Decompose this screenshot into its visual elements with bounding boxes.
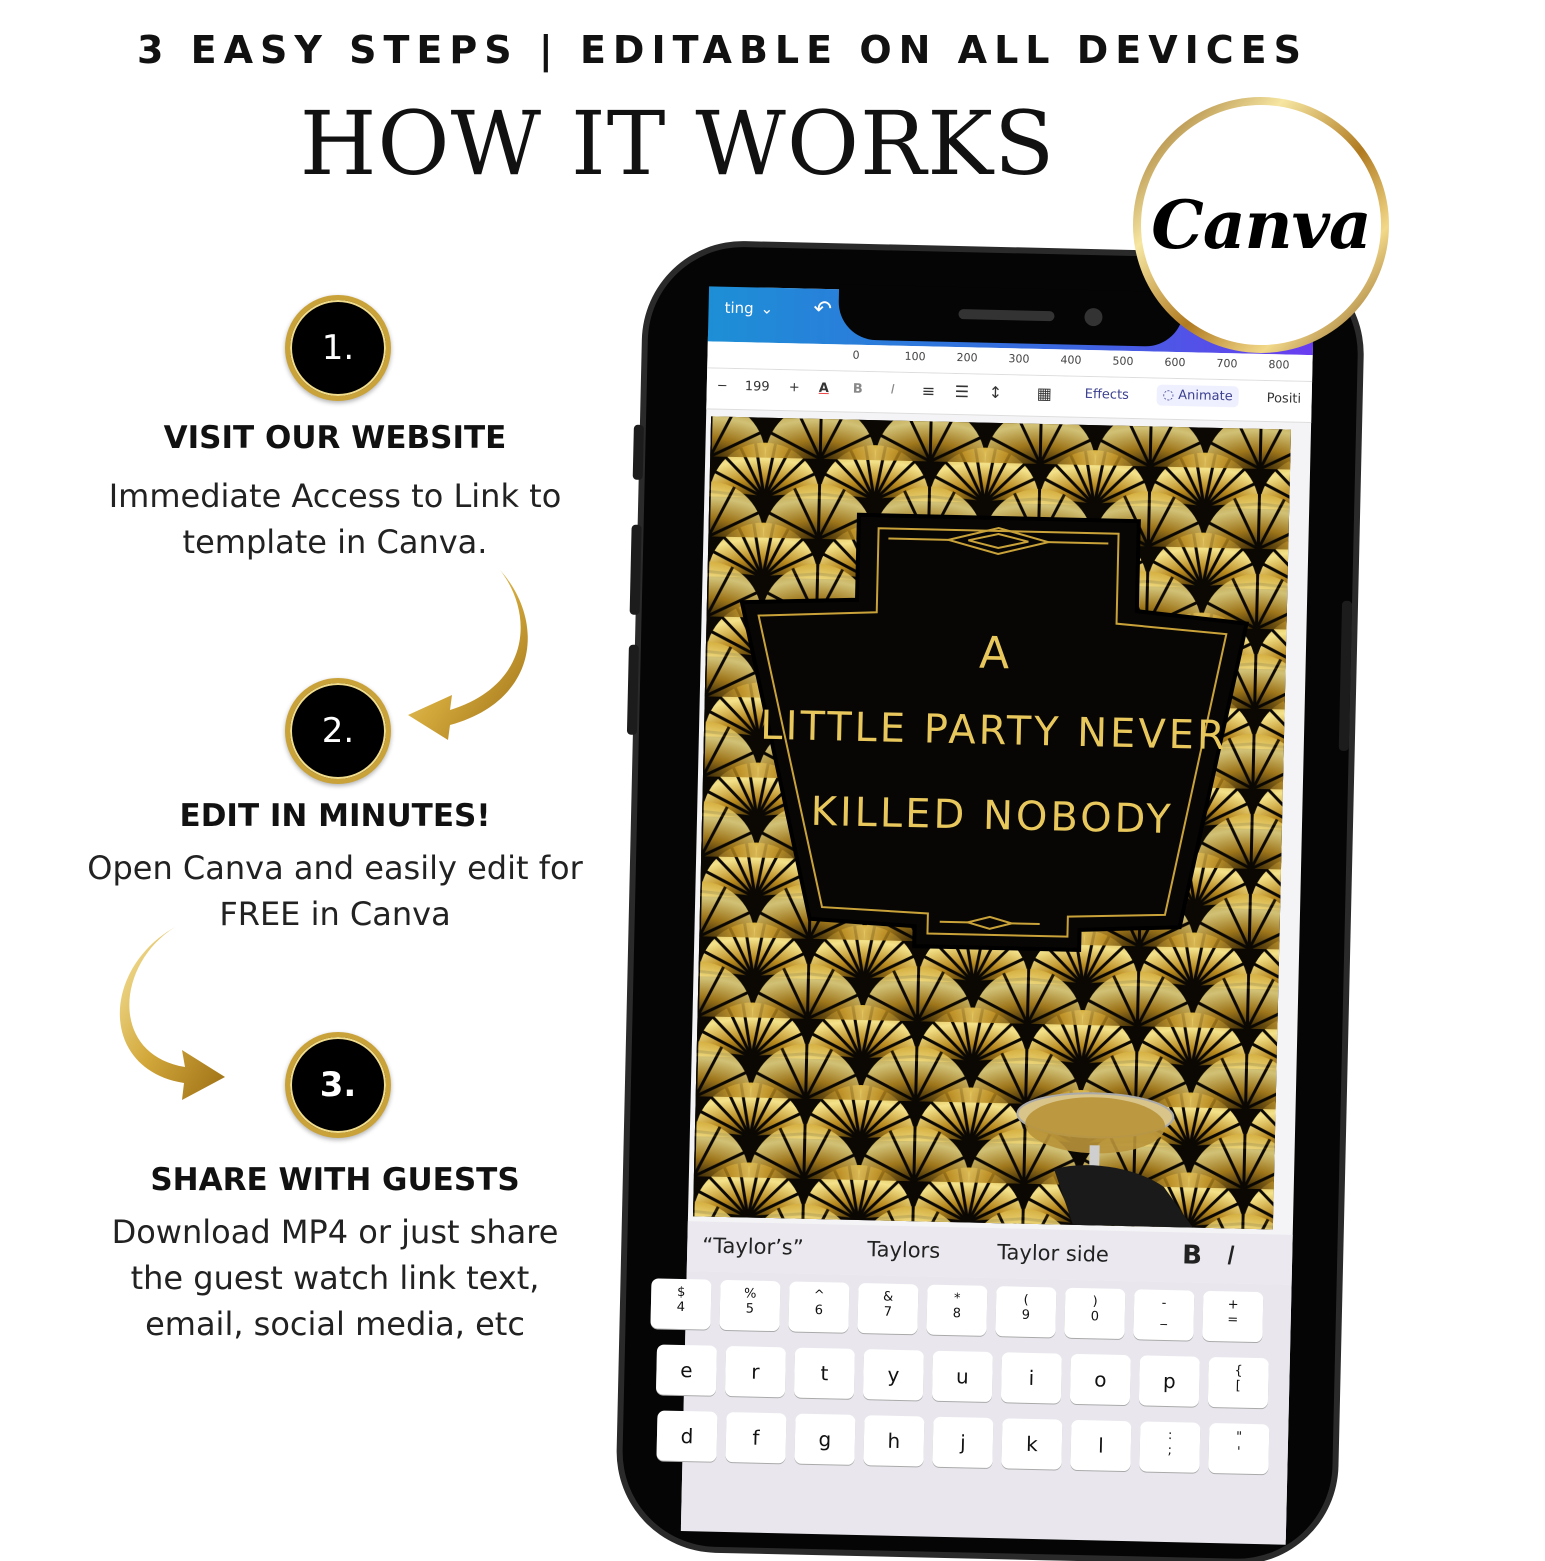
- arrow-2-icon: [120, 925, 235, 1105]
- font-size-decrease-button[interactable]: −: [716, 378, 728, 394]
- editor-menu-label[interactable]: ting: [724, 298, 754, 318]
- keyboard-key[interactable]: ( 9: [995, 1286, 1056, 1337]
- design-line-1[interactable]: A: [978, 627, 1013, 680]
- keyboard-key[interactable]: t: [794, 1348, 855, 1399]
- keyboard-key[interactable]: o: [1070, 1354, 1131, 1405]
- step-1-heading: VISIT OUR WEBSITE: [163, 420, 507, 456]
- keyboard-key[interactable]: p: [1139, 1355, 1200, 1406]
- keyboard-key[interactable]: i: [1001, 1352, 1062, 1403]
- phone-notch: [838, 284, 1184, 347]
- keyboard-key[interactable]: + =: [1202, 1291, 1263, 1342]
- phone-speaker: [958, 309, 1054, 321]
- ruler-tick: 200: [956, 350, 978, 365]
- step-2-heading: EDIT IN MINUTES!: [179, 798, 491, 834]
- ruler-tick: 700: [1216, 356, 1238, 371]
- keyboard-key[interactable]: " ': [1208, 1423, 1269, 1474]
- align-center-icon[interactable]: ≡: [921, 381, 936, 401]
- italic-button[interactable]: I: [890, 382, 895, 398]
- step-3-line-1: Download MP4 or just share: [111, 1213, 559, 1251]
- spacing-icon[interactable]: ↕: [988, 382, 1003, 403]
- phone-power-button: [1339, 601, 1352, 751]
- bold-button[interactable]: B: [852, 381, 863, 397]
- suggestion-2[interactable]: Taylors: [867, 1237, 941, 1263]
- design-line-3[interactable]: KILLED NOBODY: [810, 788, 1175, 844]
- design-canvas[interactable]: [693, 416, 1291, 1229]
- keyboard-key[interactable]: e: [656, 1344, 717, 1395]
- chevron-down-icon[interactable]: ⌄: [760, 299, 774, 318]
- keyboard-key[interactable]: $ 4: [650, 1278, 711, 1329]
- on-screen-keyboard: [676, 1271, 1292, 1545]
- keyboard-key[interactable]: l: [1070, 1420, 1131, 1471]
- step-3-heading: SHARE WITH GUESTS: [150, 1162, 520, 1198]
- keyboard-key[interactable]: { [: [1208, 1357, 1269, 1408]
- phone-volume-up: [630, 525, 642, 615]
- phone-mockup: [621, 245, 1360, 1561]
- step-2-text: [20, 845, 650, 937]
- step-3-badge: 3.: [285, 1032, 391, 1138]
- page-title-text: HOW IT WORKS: [299, 92, 1056, 195]
- keyboard-key[interactable]: j: [932, 1417, 993, 1468]
- keyboard-key[interactable]: h: [863, 1415, 924, 1466]
- font-size-increase-button[interactable]: +: [788, 380, 800, 396]
- keyboard-key[interactable]: ) 0: [1064, 1288, 1125, 1339]
- transparency-icon[interactable]: ▦: [1036, 383, 1053, 404]
- ruler-tick: 500: [1112, 354, 1134, 368]
- position-button[interactable]: Positi: [1266, 391, 1302, 407]
- ruler-tick: 300: [1008, 352, 1030, 366]
- keyboard-key[interactable]: - _: [1133, 1289, 1194, 1340]
- keyboard-key[interactable]: : ;: [1139, 1421, 1200, 1472]
- step-3-text: [20, 1209, 650, 1347]
- format-italic-button[interactable]: I: [1226, 1241, 1236, 1272]
- step-1-text: [20, 473, 650, 565]
- step-2-line-1: Open Canva and easily edit for: [87, 849, 583, 887]
- phone-screen: [676, 286, 1314, 1539]
- phone-mute-switch: [633, 425, 644, 480]
- keyboard-key[interactable]: k: [1001, 1418, 1062, 1469]
- keyboard-key[interactable]: r: [725, 1346, 786, 1397]
- keyboard-key[interactable]: d: [656, 1410, 717, 1461]
- canva-logo-inner: [1141, 105, 1381, 345]
- design-line-2[interactable]: LITTLE PARTY NEVER: [759, 702, 1229, 760]
- step-2-badge: 2.: [285, 678, 391, 784]
- font-size-input[interactable]: 199: [744, 379, 770, 395]
- keyboard-key[interactable]: & 7: [857, 1283, 918, 1334]
- undo-icon[interactable]: ↶: [813, 296, 833, 323]
- keyboard-key[interactable]: % 5: [719, 1280, 780, 1331]
- ruler-tick: 100: [904, 349, 926, 364]
- keyboard-key[interactable]: * 8: [926, 1285, 987, 1336]
- ruler-tick: 0: [852, 348, 860, 362]
- ruler-tick: 800: [1268, 358, 1290, 372]
- canva-logo-badge: [1133, 97, 1389, 353]
- list-icon[interactable]: ☰: [954, 381, 970, 402]
- phone-camera: [1084, 308, 1102, 326]
- ruler-tick: 600: [1164, 355, 1186, 370]
- suggestion-3[interactable]: Taylor side: [996, 1240, 1110, 1267]
- effects-button[interactable]: Effects: [1084, 386, 1130, 403]
- step-1-line-1: Immediate Access to Link to: [108, 477, 562, 515]
- animate-button[interactable]: ◌ Animate: [1156, 385, 1238, 408]
- keyboard-key[interactable]: y: [863, 1349, 924, 1400]
- keyboard-key[interactable]: g: [794, 1414, 855, 1465]
- keyboard-key[interactable]: ^ 6: [788, 1281, 849, 1332]
- ruler-tick: 400: [1060, 353, 1082, 367]
- animate-label: Animate: [1178, 388, 1233, 405]
- text-color-button[interactable]: A: [818, 380, 830, 397]
- step-3-line-3: email, social media, etc: [145, 1305, 525, 1343]
- page-subtitle: 3 EASY STEPS | EDITABLE ON ALL DEVICES: [136, 28, 1308, 72]
- step-1-line-2: template in Canva.: [182, 523, 488, 561]
- suggestion-1[interactable]: “Taylor’s”: [702, 1233, 804, 1260]
- keyboard-key[interactable]: u: [932, 1351, 993, 1402]
- format-bold-button[interactable]: B: [1181, 1240, 1203, 1271]
- phone-volume-down: [627, 645, 639, 735]
- canva-logo-text: Canva: [1151, 186, 1371, 264]
- arrow-1-icon: [400, 565, 540, 750]
- step-1-badge: 1.: [285, 295, 391, 401]
- keyboard-key[interactable]: f: [725, 1412, 786, 1463]
- step-3-line-2: the guest watch link text,: [130, 1259, 540, 1297]
- step-2-line-2: FREE in Canva: [219, 895, 451, 933]
